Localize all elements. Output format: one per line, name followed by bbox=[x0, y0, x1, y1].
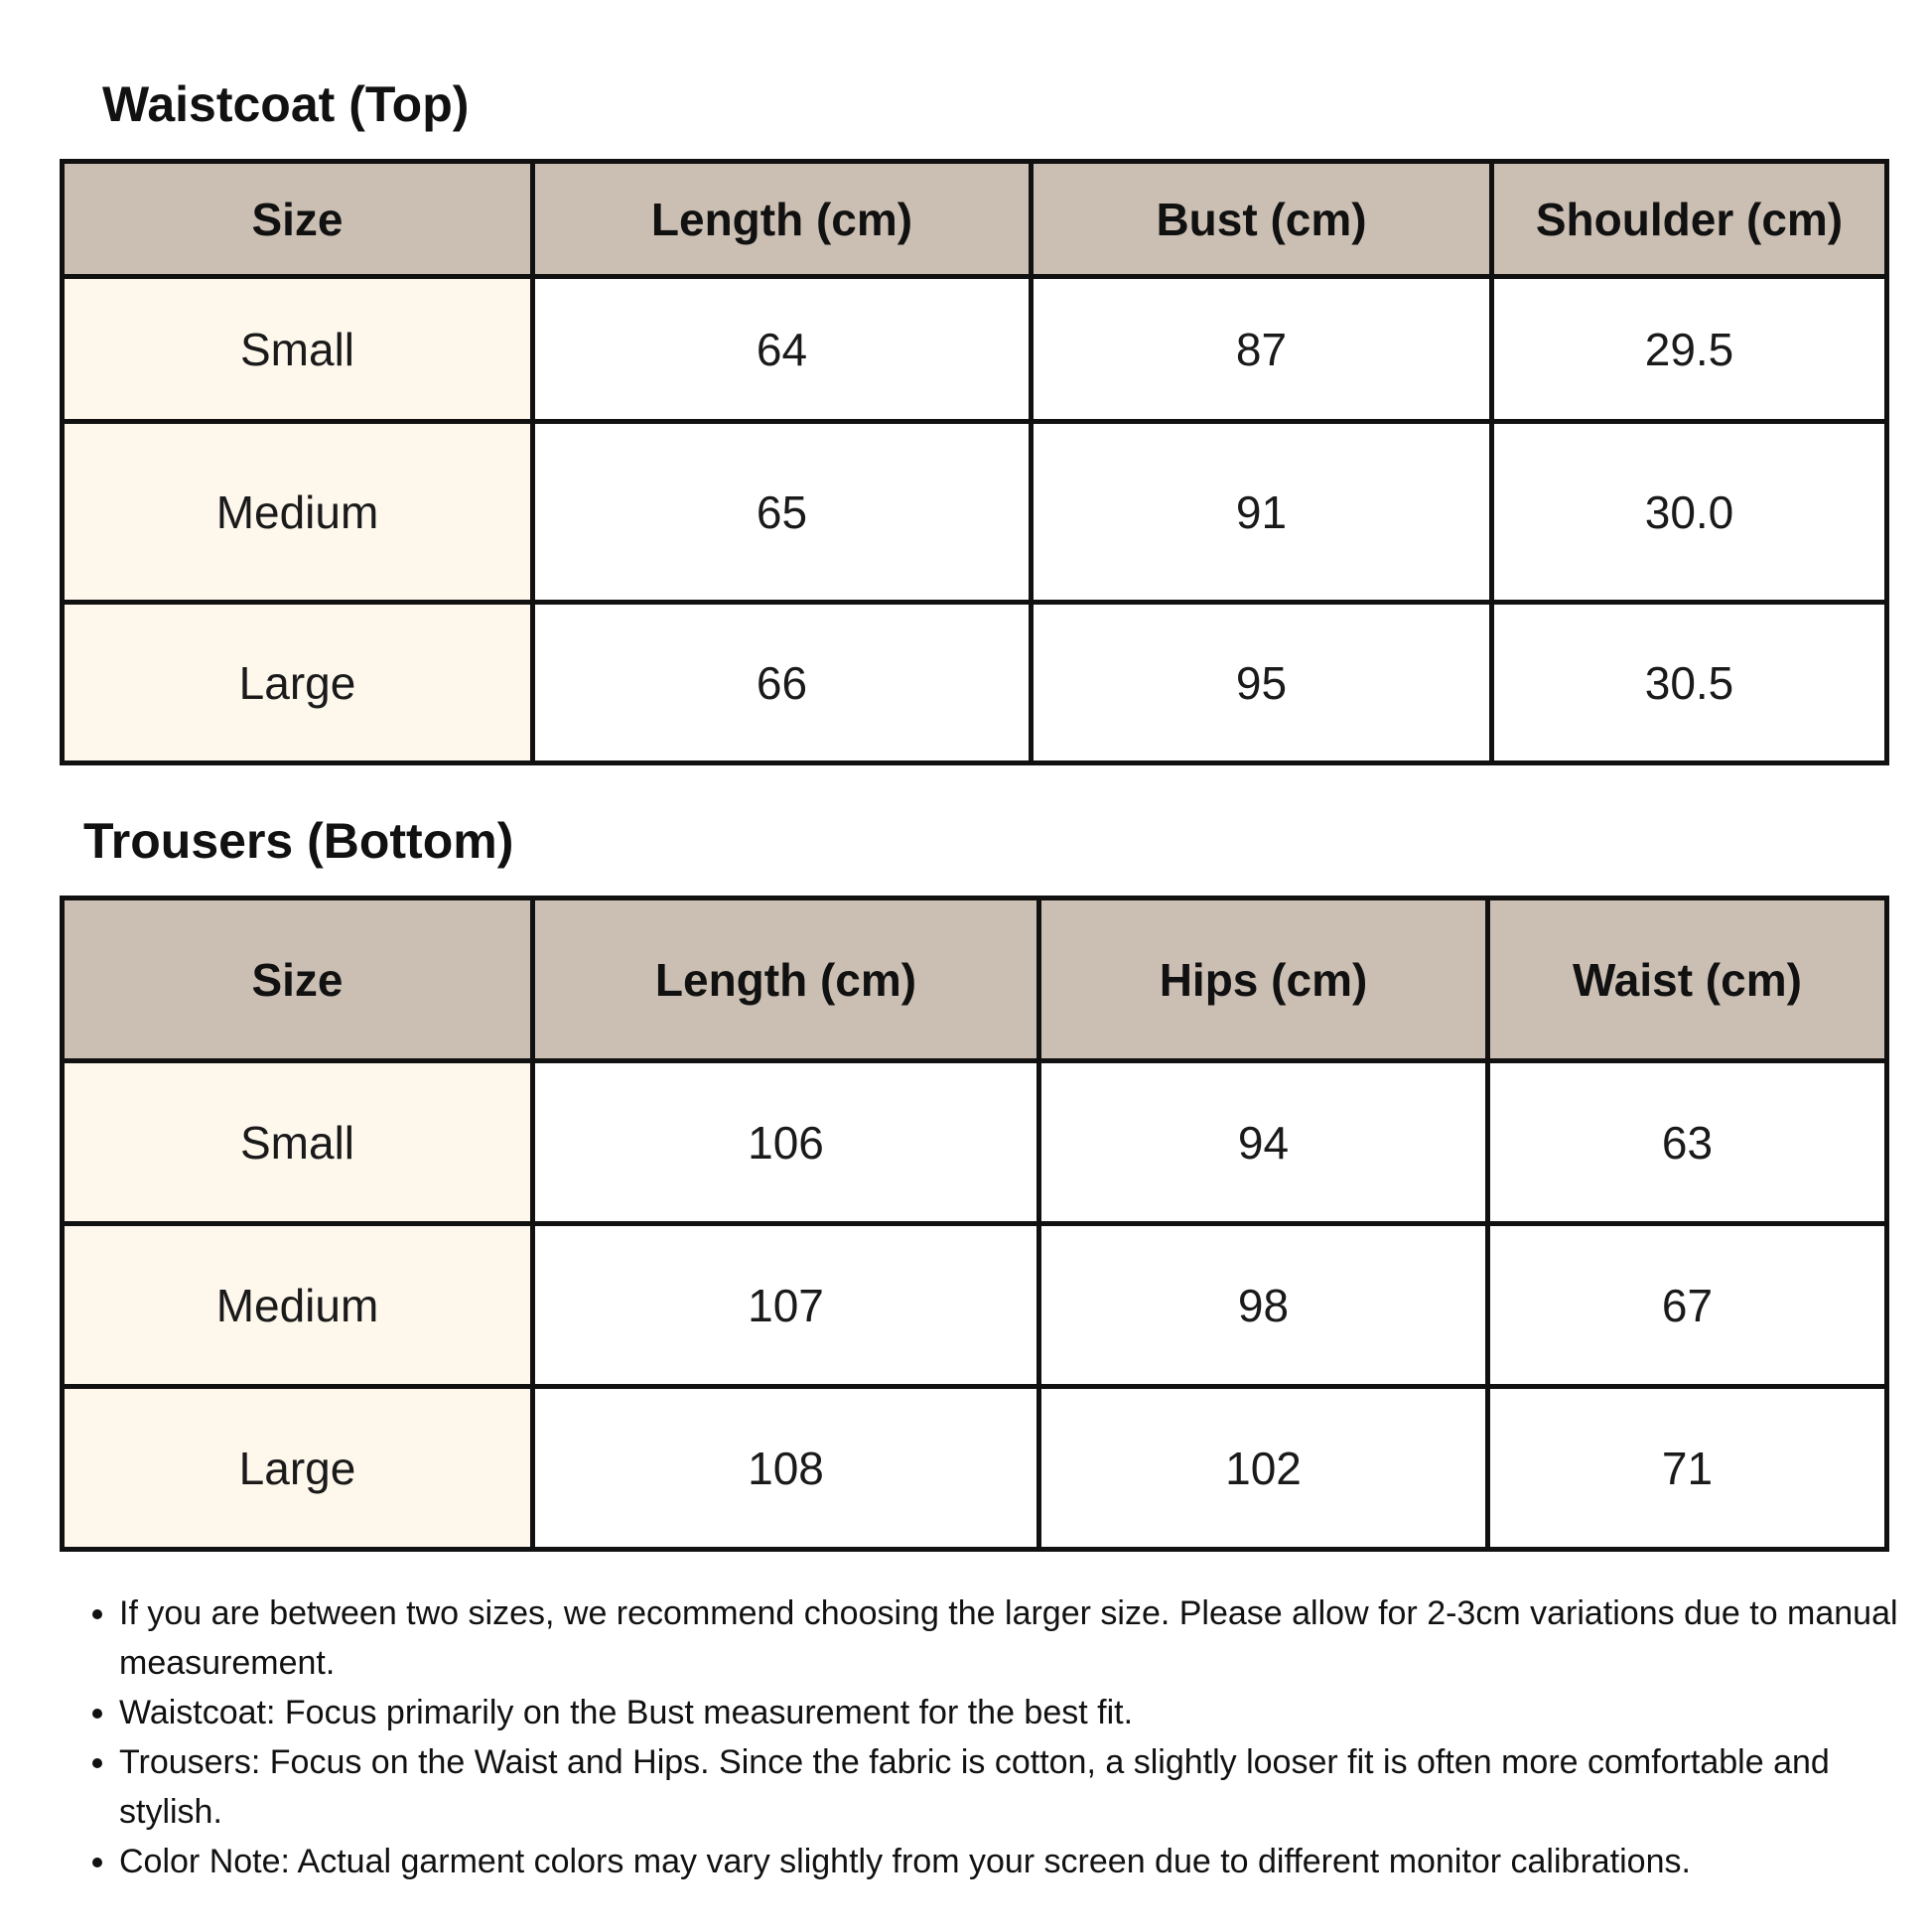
header-bust: Bust (cm) bbox=[1032, 162, 1492, 277]
length-cell: 107 bbox=[533, 1224, 1039, 1387]
size-cell: Medium bbox=[63, 422, 533, 603]
note-color: • Color Note: Actual garment colors may vary slightly from your screen due to different monitor calibrations. bbox=[119, 1837, 1926, 1886]
size-cell: Small bbox=[63, 277, 533, 422]
table-row bbox=[63, 277, 1887, 422]
waist-cell: 71 bbox=[1488, 1387, 1887, 1550]
waistcoat-size-table bbox=[60, 159, 1889, 765]
header-shoulder: Shoulder (cm) bbox=[1492, 162, 1887, 277]
header-hips: Hips (cm) bbox=[1039, 898, 1488, 1061]
table-row bbox=[63, 1061, 1887, 1224]
header-length: Length (cm) bbox=[533, 898, 1039, 1061]
shoulder-cell: 29.5 bbox=[1492, 277, 1887, 422]
bust-cell: 95 bbox=[1032, 603, 1492, 763]
length-cell: 108 bbox=[533, 1387, 1039, 1550]
table-header-row bbox=[63, 898, 1887, 1061]
bust-cell: 91 bbox=[1032, 422, 1492, 603]
hips-cell: 98 bbox=[1039, 1224, 1488, 1387]
trousers-size-table bbox=[60, 896, 1889, 1552]
trousers-title: Trousers (Bottom) bbox=[83, 813, 514, 869]
hips-cell: 102 bbox=[1039, 1387, 1488, 1550]
note-trousers: • Trousers: Focus on the Waist and Hips. Since the fabric is cotton, a slightly looser fit is often more comfortable and stylish. bbox=[119, 1737, 1926, 1837]
note-sizing: • If you are between two sizes, we recommend choosing the larger size. Please allow for 2-3cm variations due to manual measurement. bbox=[119, 1588, 1926, 1688]
shoulder-cell: 30.0 bbox=[1492, 422, 1887, 603]
length-cell: 66 bbox=[533, 603, 1032, 763]
waist-cell: 67 bbox=[1488, 1224, 1887, 1387]
header-size: Size bbox=[63, 898, 533, 1061]
size-cell: Small bbox=[63, 1061, 533, 1224]
length-cell: 64 bbox=[533, 277, 1032, 422]
waistcoat-title: Waistcoat (Top) bbox=[102, 76, 470, 132]
header-size: Size bbox=[63, 162, 533, 277]
fit-notes-list bbox=[87, 1588, 1926, 1886]
bust-cell: 87 bbox=[1032, 277, 1492, 422]
length-cell: 65 bbox=[533, 422, 1032, 603]
shoulder-cell: 30.5 bbox=[1492, 603, 1887, 763]
hips-cell: 94 bbox=[1039, 1061, 1488, 1224]
table-row bbox=[63, 422, 1887, 603]
size-cell: Medium bbox=[63, 1224, 533, 1387]
note-waistcoat: • Waistcoat: Focus primarily on the Bust measurement for the best fit. bbox=[119, 1688, 1926, 1737]
table-row bbox=[63, 1224, 1887, 1387]
table-header-row bbox=[63, 162, 1887, 277]
length-cell: 106 bbox=[533, 1061, 1039, 1224]
table-row bbox=[63, 603, 1887, 763]
header-length: Length (cm) bbox=[533, 162, 1032, 277]
waist-cell: 63 bbox=[1488, 1061, 1887, 1224]
size-cell: Large bbox=[63, 1387, 533, 1550]
table-row bbox=[63, 1387, 1887, 1550]
size-cell: Large bbox=[63, 603, 533, 763]
header-waist: Waist (cm) bbox=[1488, 898, 1887, 1061]
